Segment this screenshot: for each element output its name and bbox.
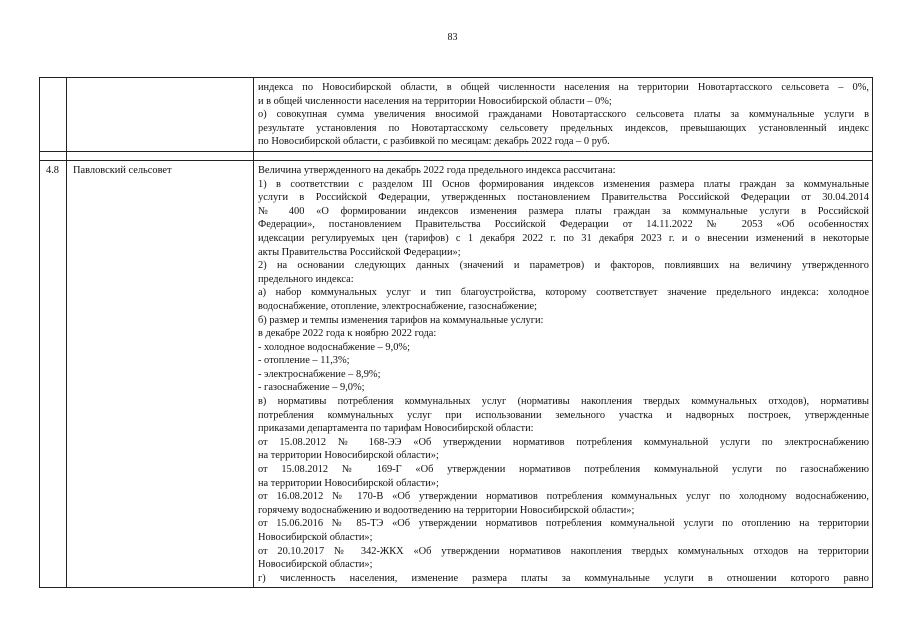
text-line: от 16.08.2012 № 170-В «Об утверждении нормативов потребления коммунальных услуг по холодному водоснабжению, (258, 491, 869, 503)
text-line: 2) на основании следующих данных (значений и параметров) и факторов, повлиявших на величину утвержденного (258, 260, 869, 272)
row-number-cell (40, 78, 67, 152)
text-line: Величина утвержденного на декабрь 2022 года предельного индекса рассчитана: (258, 164, 616, 176)
text-line: потребления коммунальных услуг при использовании земельного участка и надворных построек, утвержденные (258, 409, 869, 421)
text-line: от 20.10.2017 № 342-ЖКХ «Об утверждении нормативов накопления твердых коммунальных отходов на территории (258, 545, 869, 557)
text-line: результате установления по Новотартасскому сельсовету предельных индексов, превышающих установленный индекс (258, 122, 869, 134)
text-line: от 15.06.2016 № 85-ТЭ «Об утверждении нормативов потребления коммунальной услуги по отоплению на территории (258, 518, 869, 530)
text-line: Федерации», постановлением Правительства Российской Федерации от 14.11.2022 № 2053 «Об особенностях (258, 219, 869, 231)
text-line: - электроснабжение – 8,9%; (258, 368, 381, 380)
text-line: - отопление – 11,3%; (258, 355, 350, 367)
text-line: предельного индекса: (258, 273, 354, 285)
text-line: индекса по Новосибирской области, в общей численности населения на территории Новотартасского сельсовета – 0%, (258, 82, 869, 93)
page-number: 83 (447, 32, 458, 43)
municipality-name-cell: Павловский сельсовет (67, 160, 254, 587)
text-line: в) нормативы потребления коммунальных услуг (нормативы накопления твердых коммунальных отходов), нормативы (258, 396, 869, 408)
text-line: по Новосибирской области, с разбивкой по месяцам: декабрь 2022 года – 0 руб. (258, 136, 610, 148)
description-cell (254, 78, 873, 152)
text-line: от 15.08.2012 № 168-ЭЭ «Об утверждении нормативов потребления коммунальной услуги по электроснабжению (258, 436, 869, 448)
text-line: услуги в Российской Федерации, утвержденных постановлением Правительства Российской Федерации от 30.04.2014 (258, 192, 869, 204)
municipality-name-cell (67, 78, 254, 152)
text-line: приказами департамента по тарифам Новосибирской области: (258, 423, 534, 435)
text-line: от 15.08.2012 № 169-Г «Об утверждении нормативов потребления коммунальной услуги по газоснабжению (258, 464, 869, 476)
text-line: - газоснабжение – 9,0%; (258, 382, 365, 394)
text-line: г) численность населения, изменение размера платы за коммунальные услуги в отношении которого равно (258, 572, 869, 584)
table-row-pavlovsky (40, 160, 873, 587)
description-cell (254, 160, 873, 587)
table-row-continuation (40, 78, 873, 152)
text-line: на территории Новосибирской области»; (258, 450, 439, 462)
text-line: идексации регулируемых цен (тарифов) с 1 декабря 2022 г. по 31 декабря 2023 г. и о внесении изменений в некоторые (258, 232, 869, 244)
text-line: и в общей численности населения на территории Новосибирской области – 0%; (258, 95, 612, 107)
row-number-cell: 4.8 (40, 160, 67, 587)
text-line: на территории Новосибирской области»; (258, 477, 439, 489)
table-spacer-row (40, 151, 873, 160)
text-line: водоснабжение, отопление, электроснабжение, газоснабжение; (258, 300, 537, 312)
text-line: б) размер и темпы изменения тарифов на коммунальные услуги: (258, 314, 544, 326)
document-table (39, 77, 873, 588)
text-line: акты Правительства Российской Федерации»; (258, 246, 461, 258)
text-line: а) набор коммунальных услуг и тип благоустройства, которому соответствует значение предельного индекса: холодное (258, 287, 869, 299)
text-line: Новосибирской области»; (258, 532, 373, 543)
text-line: Новосибирской области»; (258, 559, 373, 571)
text-line: № 400 «О формировании индексов изменения размера платы граждан за коммунальные услуги в Российской (258, 205, 869, 217)
text-line: о) совокупная сумма увеличения вносимой гражданами Новотартасского сельсовета платы за коммунальные услуги в (258, 109, 869, 121)
text-line: 1) в соответствии с разделом III Основ формирования индексов изменения размера платы граждан за коммунальные (258, 178, 869, 190)
text-line: в декабре 2022 года к ноябрю 2022 года: (258, 328, 437, 340)
text-line: - холодное водоснабжение – 9,0%; (258, 341, 410, 353)
text-line: горячему водоснабжению и водоотведению на территории Новосибирской области»; (258, 504, 635, 516)
